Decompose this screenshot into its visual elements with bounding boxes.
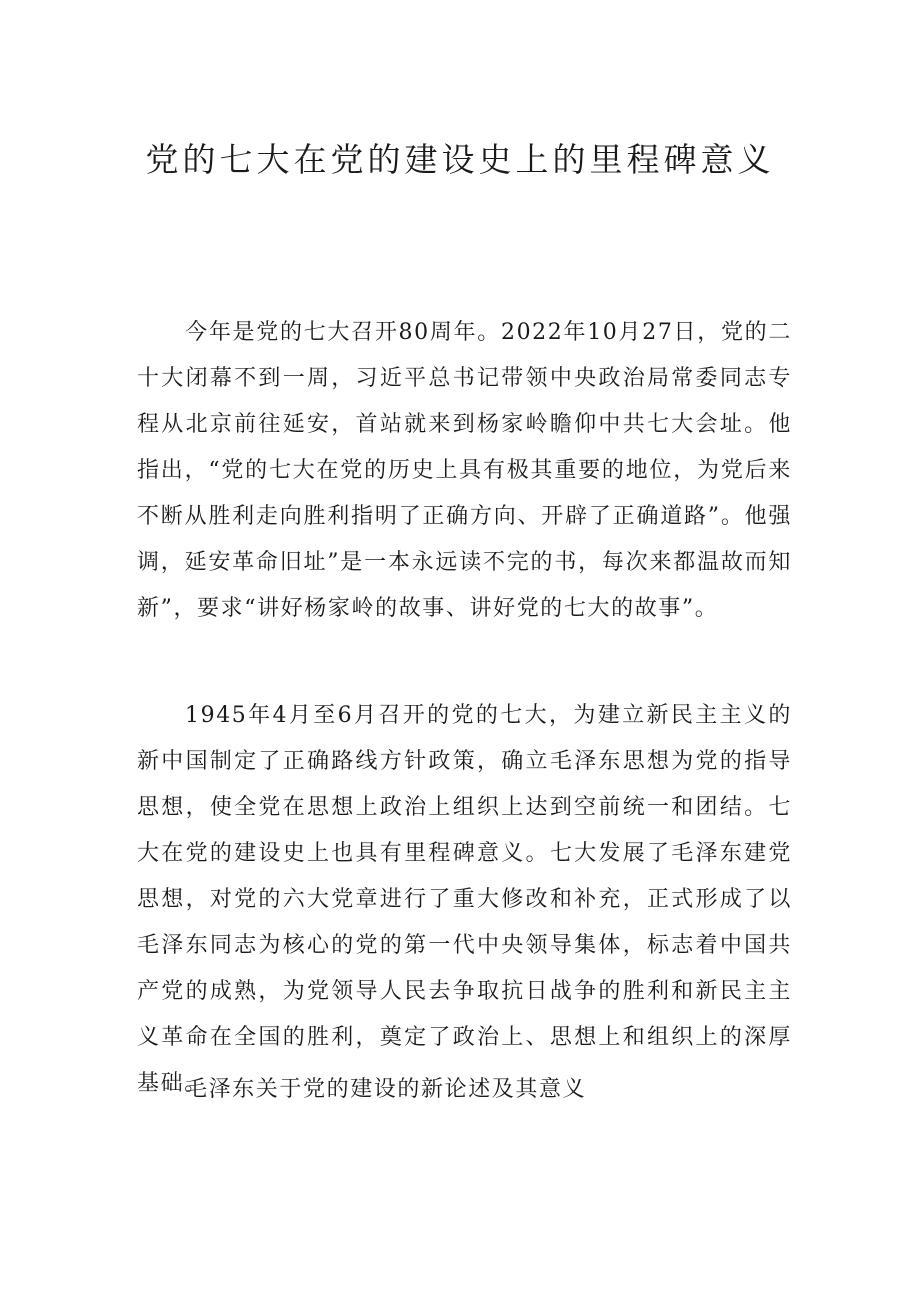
paragraph-1-text: 今年是党的七大召开80周年。2022年10月27日，党的二十大闭幕不到一周，习近平总书记带领中央政治局常委同志专程从北京前往延安，首站就来到杨家岭瞻仰中共七大会址。他指出，“党的七大在党的历史上具有极其重要的地位，为党后来不断从胜利走向胜利指明了正确方向、开辟了正确道路”。他强调，延安革命旧址”是一本永远读不完的书，每次来都温故而知新”，要求“讲好杨家岭的故事、讲好党的七大的故事”。 [137, 320, 792, 621]
section-subheading: 毛泽东关于党的建设的新论述及其意义 [185, 1077, 587, 1102]
paragraph-2 [137, 693, 792, 1107]
paragraph-2-text: 1945年4月至6月召开的党的七大，为建立新民主主义的新中国制定了正确路线方针政策，确立毛泽东思想为党的指导思想，使全党在思想上政治上组织上达到空前统一和团结。七大在党的建设史上也具有里程碑意义。七大发展了毛泽东建党思想，对党的六大党章进行了重大修改和补充，正式形成了以毛泽东同志为核心的党的第一代中央领导集体，标志着中国共产党的成熟，为党领导人民去争取抗日战争的胜利和新民主主义革命在全国的胜利，奠定了政治上、思想上和组织上的深厚基础。 [137, 703, 792, 1096]
paragraph-1 [137, 310, 792, 632]
document-title: 党的七大在党的建设史上的里程碑意义 [145, 140, 775, 179]
